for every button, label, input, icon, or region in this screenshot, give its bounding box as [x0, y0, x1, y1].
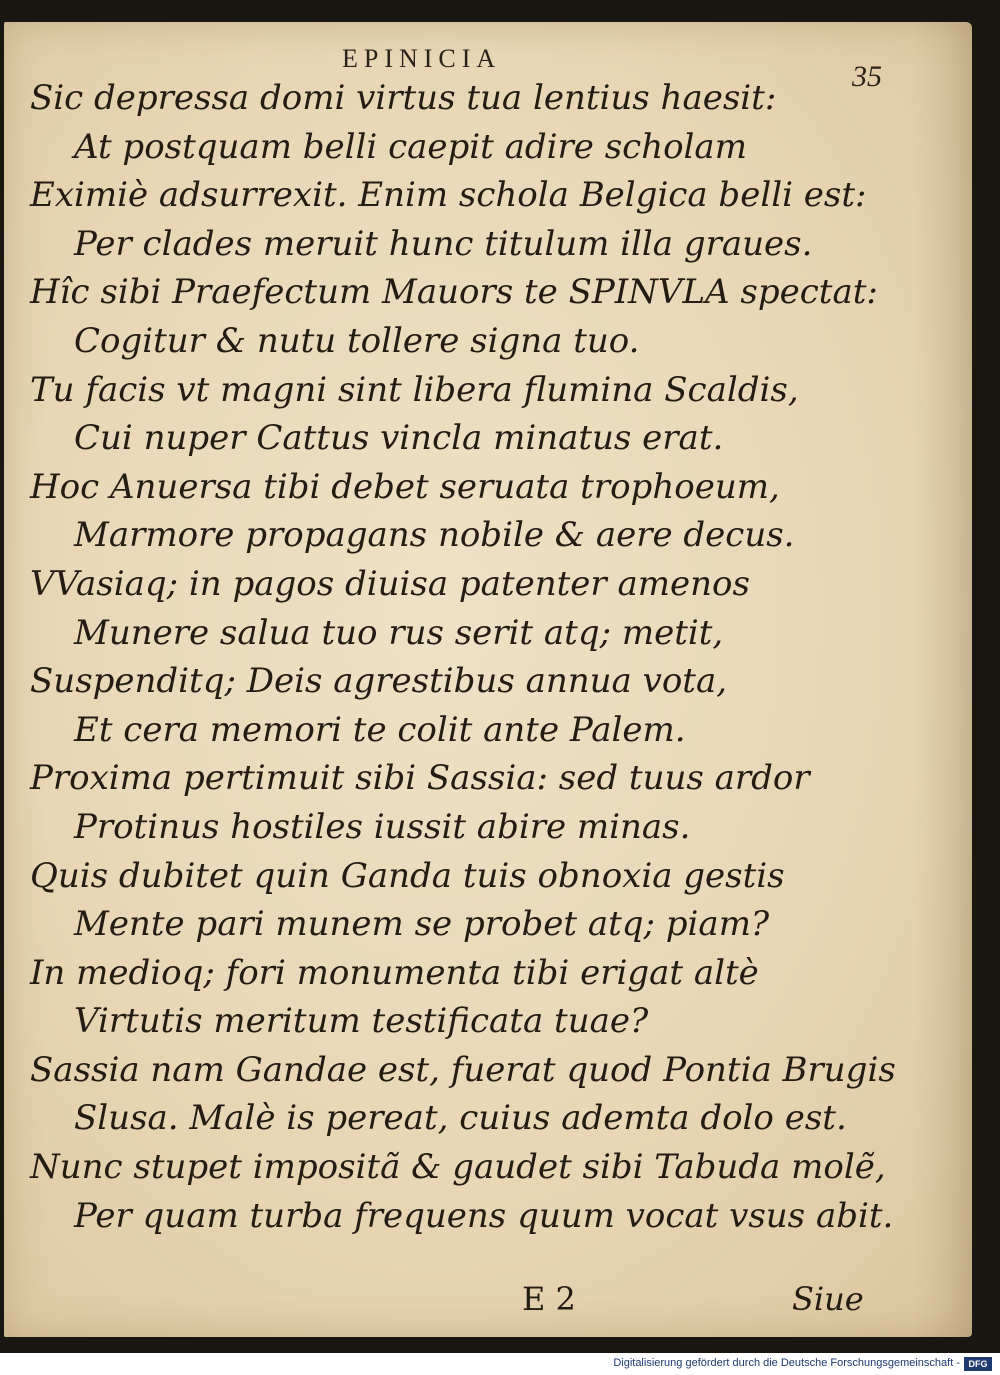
verse-line: Slusa. Malè is pereat, cuius ademta dolo est. [74, 1098, 847, 1139]
verse-line: Marmore propagans nobile & aere decus. [74, 515, 795, 556]
verse-line: Sic depressa domi virtus tua lentius haesit: [30, 78, 777, 118]
verse-line: Per quam turba frequens quum vocat vsus abit. [74, 1195, 894, 1236]
verse-line: Cui nuper Cattus vincla minatus erat. [74, 418, 724, 459]
page-number: 35 [852, 60, 882, 93]
page-header [4, 36, 972, 93]
poem-body [4, 74, 972, 1240]
credit-bar [0, 1353, 1000, 1375]
verse-line: In medioq; fori monumenta tibi erigat altè [30, 952, 759, 993]
page-footer [4, 1280, 972, 1330]
verse-line: Tu facis vt magni sint libera flumina Scaldis, [30, 369, 799, 410]
verse-line: At postquam belli caepit adire scholam [74, 126, 747, 167]
verse-line: Protinus hostiles iussit abire minas. [74, 806, 691, 847]
dfg-logo-icon: DFG [964, 1357, 992, 1371]
verse-line: Munere salua tuo rus serit atq; metit, [74, 612, 724, 653]
verse-line: Mente pari munem se probet atq; piam? [74, 904, 770, 945]
verse-line: Eximiè adsurrexit. Enim schola Belgica belli est: [30, 175, 867, 216]
verse-line: Cogitur & nutu tollere signa tuo. [74, 320, 640, 361]
signature-mark: E 2 [522, 1280, 576, 1318]
catchword: Siue [792, 1280, 864, 1318]
verse-line: Proxima pertimuit sibi Sassia: sed tuus ardor [30, 758, 810, 799]
verse-line: Per clades meruit hunc titulum illa graues. [74, 223, 813, 264]
verse-line: Hîc sibi Praefectum Mauors te SPINVLA spectat: [30, 272, 878, 313]
running-head: EPINICIA [342, 44, 502, 73]
verse-line: Quis dubitet quin Ganda tuis obnoxia gestis [30, 855, 785, 896]
verse-line: Nunc stupet impositã & gaudet sibi Tabuda molẽ, [30, 1147, 886, 1188]
verse-line: VVasiaq; in pagos diuisa patenter amenos [30, 563, 750, 604]
book-page [4, 22, 972, 1337]
verse-line: Hoc Anuersa tibi debet seruata trophoeum, [30, 466, 780, 507]
verse-line: Virtutis meritum testificata tuae? [74, 1001, 649, 1042]
verse-line: Suspenditq; Deis agrestibus annua vota, [30, 661, 728, 702]
verse-line: Et cera memori te colit ante Palem. [74, 709, 686, 750]
credit-text: Digitalisierung gefördert durch die Deutsche Forschungsgemeinschaft - [613, 1357, 960, 1369]
verse-line: Sassia nam Gandae est, fuerat quod Pontia Brugis [30, 1049, 896, 1090]
